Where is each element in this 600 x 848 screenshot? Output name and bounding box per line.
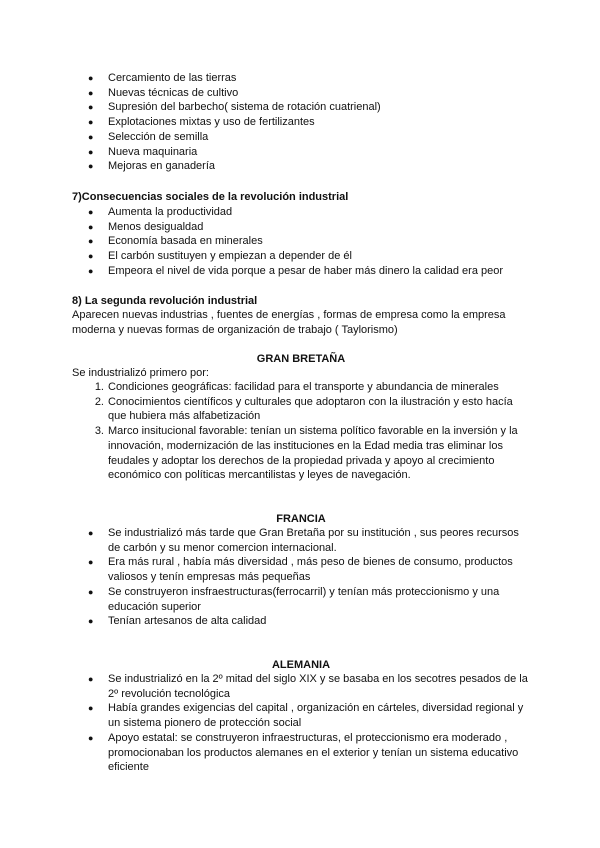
- section-8-paragraph: Aparecen nuevas industrias , fuentes de energías , formas de empresa como la empresa moderna y nuevas formas de organización de trabajo ( Taylorismo): [72, 309, 506, 336]
- list-item: ● Tenían artesanos de alta calidad: [88, 615, 267, 628]
- bullet-icon: ●: [88, 73, 94, 83]
- list-item: ● Apoyo estatal: se construyeron infraestructuras, el proteccionismo era moderado , promocionaban los productos alemanes en el exterior y tenían un sistema educativo eficiente: [88, 731, 519, 774]
- francia-title: FRANCIA: [276, 513, 326, 525]
- bullet-icon: ●: [88, 236, 94, 247]
- list-item: ● Economía basada en minerales: [88, 235, 263, 248]
- social-consequences-list: [72, 205, 532, 279]
- item-number: 3.: [94, 425, 104, 438]
- list-item: ● Cercamiento de las tierras: [88, 72, 237, 84]
- bullet-icon: ●: [88, 674, 94, 684]
- list-item: ● Selección de semilla: [88, 130, 209, 143]
- list-item: ● Se industrializó más tarde que Gran Bretaña por su institución , sus peores recursos de carbón y su menor comercion internacional.: [88, 527, 519, 554]
- alemania-title: ALEMANIA: [271, 659, 331, 671]
- list-item: ● Nuevas técnicas de cultivo: [88, 86, 239, 99]
- bullet-icon: ●: [88, 207, 94, 217]
- list-item: ● Había grandes exigencias del capital , organización en cárteles, diversidad regional y un sistema pionero de protección social: [88, 702, 524, 730]
- bullet-icon: ●: [88, 161, 94, 172]
- gran-bretana-title: GRAN BRETAÑA: [256, 353, 346, 365]
- list-item: ● Nueva maquinaria: [88, 145, 198, 158]
- section-8-heading: 8) La segunda revolución industrial: [72, 295, 258, 307]
- list-item: ● Se construyeron insfraestructuras(ferrocarril) y tenían más proteccionismo y una educación superior: [88, 585, 500, 613]
- bullet-icon: ●: [88, 102, 94, 113]
- bullet-icon: ●: [88, 703, 94, 714]
- bullet-icon: ●: [88, 87, 94, 98]
- list-item: ● Era más rural , había más diversidad , más peso de bienes de consumo, productos valiosos y tenín empresas más pequeñas: [88, 556, 513, 584]
- bullet-icon: ●: [88, 732, 94, 743]
- list-item: ● Se industrializó en la 2º mitad del siglo XIX y se basaba en los secotres pesados de la 2º revolución tecnológica: [88, 673, 528, 700]
- list-item: ● Mejoras en ganadería: [88, 160, 216, 173]
- bullet-icon: ●: [88, 616, 94, 627]
- bullet-icon: ●: [88, 265, 94, 276]
- list-item: ● Menos desigualdad: [88, 220, 204, 233]
- bullet-icon: ●: [88, 251, 94, 262]
- list-item: ● Empeora el nivel de vida porque a pesar de haber más dinero la calidad era peor: [88, 264, 504, 277]
- bullet-icon: ●: [88, 131, 94, 142]
- bullet-icon: ●: [88, 117, 94, 128]
- agricultural-changes-list: [72, 71, 532, 174]
- list-item: ● Explotaciones mixtas y uso de fertilizantes: [88, 116, 315, 129]
- bullet-icon: ●: [88, 557, 94, 568]
- list-item: ● El carbón sustituyen y empiezan a depender de él: [88, 250, 352, 263]
- gran-bretana-intro: Se industrializó primero por:: [72, 367, 209, 379]
- list-item: ● Aumenta la productividad: [88, 206, 233, 218]
- bullet-icon: ●: [88, 586, 94, 597]
- item-number: 2.: [94, 395, 104, 408]
- gran-bretana-list: [72, 380, 532, 483]
- list-item: 3. Marco insitucional favorable: tenían un sistema político favorable en la inversión y la innovación, modernización de las instituciones en la Edad media tras eliminar los feudales y adoptar los derechos de la propiedad privada y apoyo al crecimiento económico con políticas mercantilistas y leyes de navegación.: [72, 424, 532, 483]
- alemania-list: [72, 672, 532, 775]
- bullet-icon: ●: [88, 528, 94, 538]
- francia-list: [72, 526, 532, 629]
- list-item: ● Supresión del barbecho( sistema de rotación cuatrienal): [88, 101, 381, 114]
- bullet-icon: ●: [88, 146, 94, 157]
- bullet-icon: ●: [88, 221, 94, 232]
- item-number: 1.: [94, 381, 104, 393]
- list-item: 1. Condiciones geográficas: facilidad para el transporte y abundancia de minerales: [72, 380, 532, 395]
- section-7-heading: 7)Consecuencias sociales de la revolución industrial: [72, 191, 349, 203]
- list-item: 2. Conocimientos científicos y culturales que adoptaron con la ilustración y esto hacía que hubiera más alfabetización: [72, 395, 532, 424]
